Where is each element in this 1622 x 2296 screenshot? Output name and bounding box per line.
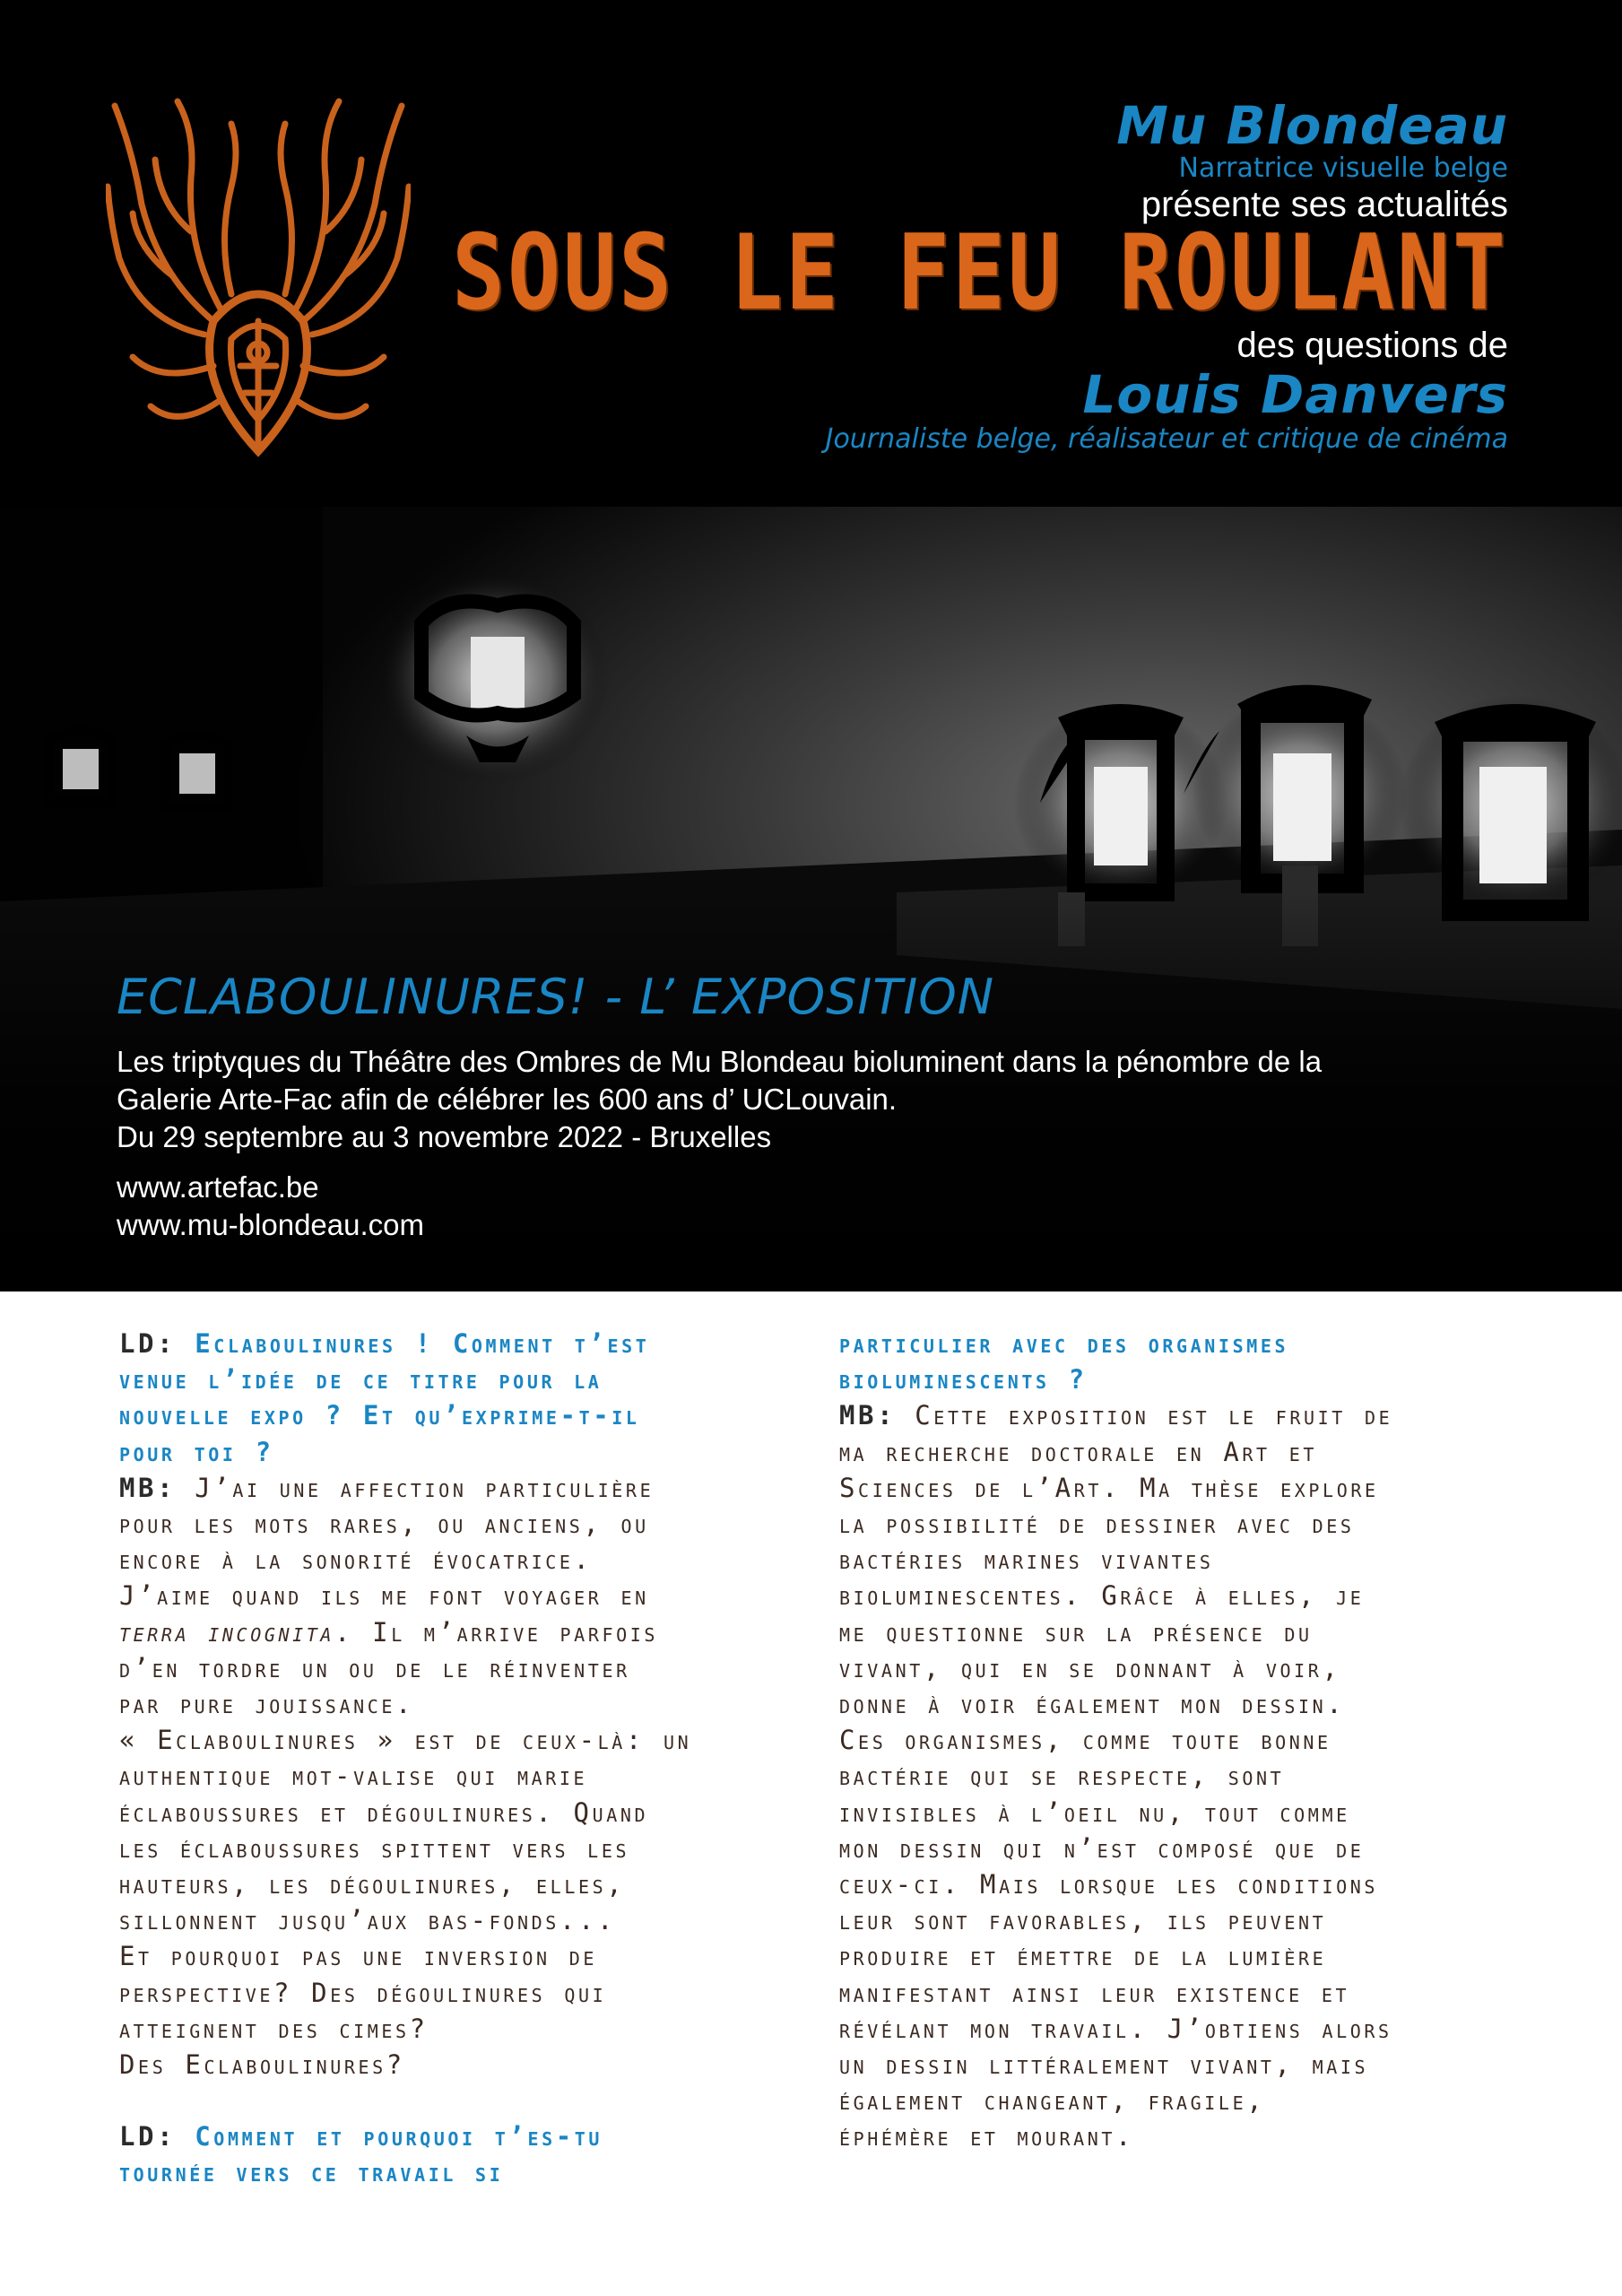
exhibition-links [117,1169,1551,1244]
answer-text: manifestant ainsi leur existence et [839,1977,1350,2008]
answer-text: hauteurs, les dégoulinures, elles, [119,1869,626,1900]
author-name: Mu Blondeau [1116,95,1508,156]
italic-term: terra incognita [119,1616,335,1648]
question-text: Eclaboulinures ! Comment t’est [195,1328,650,1359]
question-text: Comment et pourquoi t’es-tu [195,2121,603,2152]
question-text: nouvelle expo ? Et qu’exprime-t-il [119,1400,640,1431]
answer-text: bioluminescentes. Grâce à elles, je [839,1580,1365,1612]
header-text-block [432,95,1508,455]
answer-text: pour les mots rares, ou anciens, ou [119,1509,649,1540]
answer-text: par pure jouissance. [119,1689,415,1720]
exhibition-desc-line: Galerie Arte-Fac afin de célébrer les 600 ans d’ UCLouvain. [117,1082,898,1116]
answer-text: J’ai une affection particulière [195,1472,655,1503]
answer-text: un dessin littéralement vivant, mais [839,2049,1369,2081]
exhibition-dates: Du 29 septembre au 3 novembre 2022 - Bruxelles [117,1119,772,1153]
answer-text: donne à voir également mon dessin. [839,1689,1346,1720]
answer-text: vivant, qui en se donnant à voir, [839,1652,1341,1683]
answer-line [839,1397,1539,1433]
exhibition-title: ECLABOULINURES! - L’ EXPOSITION [117,969,995,1025]
answer-text: mon dessin qui n’est composé que de [839,1832,1365,1864]
question-text: tournée vers ce travail si [119,2157,504,2188]
answer-text: encore à la sonorité évocatrice. [119,1544,593,1576]
answer-text: atteignent des cimes? [119,2013,429,2044]
journalist-name: Louis Danvers [1082,364,1508,426]
flame-mask-logo [106,97,411,474]
header-banner [0,0,1622,507]
answer-text: ma recherche doctorale en Art et [839,1436,1318,1467]
answer-text: « Eclaboulinures » est de ceux-là: un [119,1725,692,1756]
speaker-label: LD: [119,2121,177,2152]
exhibition-info [117,969,1551,1244]
answer-text: perspective? Des dégoulinures qui [119,1977,607,2008]
answer-text: les éclaboussures spittent vers les [119,1832,630,1864]
answer-text: sillonnent jusqu’aux bas-fonds... [119,1905,617,1936]
question-text: particulier avec des organismes [839,1328,1289,1359]
answer-text: éphémère et mourant. [839,2121,1135,2152]
question-text: bioluminescents ? [839,1364,1088,1396]
answer-text: Des Eclaboulinures? [119,2049,405,2081]
answer-text: J’aime quand ils me font voyager en [119,1580,649,1612]
speaker-label: MB: [119,1472,177,1503]
answer-text: invisibles à l’oeil nu, tout comme [839,1796,1350,1828]
answer-text: bactérie qui se respecte, sont [839,1761,1285,1792]
answer-text: . Il m’arrive parfois [334,1616,659,1648]
answer-line [119,1614,819,1650]
question-text: venue l’idée de ce titre pour la [119,1364,603,1396]
answer-text: me questionne sur la présence du [839,1616,1313,1648]
exhibition-photo [0,507,1622,1292]
paragraph-gap [119,2083,819,2118]
interview-right-column [839,1326,1539,2155]
answer-text: bactéries marines vivantes [839,1544,1214,1576]
speaker-label: LD: [119,1328,177,1359]
answer-text: Ces organismes, comme toute bonne [839,1725,1331,1756]
author-role: Narratrice visuelle belge [1178,152,1508,184]
answer-text: authentique mot-valise qui marie [119,1761,588,1792]
question-text: pour toi ? [119,1436,274,1467]
mu-blondeau-link[interactable]: www.mu-blondeau.com [117,1207,424,1241]
main-title: SOUS LE FEU ROULANT [451,213,1508,335]
question-line [119,2118,819,2154]
speaker-label: MB: [839,1400,897,1431]
answer-text: d’en tordre un ou de le réinventer [119,1652,630,1683]
present-line: présente ses actualités [1141,185,1508,225]
exhibition-desc-line: Les triptyques du Théâtre des Ombres de Mu Blondeau bioluminent dans la pénombre de la [117,1045,1323,1078]
answer-text: éclaboussures et dégoulinures. Quand [119,1796,649,1828]
answer-text: la possibilité de dessiner avec des [839,1509,1355,1540]
artefac-link[interactable]: www.artefac.be [117,1170,319,1204]
answer-text: également changeant, fragile, [839,2085,1266,2117]
question-line [119,1326,819,1361]
answer-text: produire et émettre de la lumière [839,1941,1327,1972]
questions-of-line: des questions de [1236,326,1508,366]
answer-text: Cette exposition est le fruit de [915,1400,1393,1431]
answer-text: Et pourquoi pas une inversion de [119,1941,598,1972]
answer-text: Sciences de l’Art. Ma thèse explore [839,1472,1379,1503]
answer-text: leur sont favorables, ils peuvent [839,1905,1327,1936]
exhibition-description [117,1043,1551,1156]
answer-text: révélant mon travail. J’obtiens alors [839,2013,1392,2044]
interview-left-column [119,1326,819,2191]
answer-line [119,1470,819,1506]
answer-text: ceux-ci. Mais lorsque les conditions [839,1869,1379,1900]
journalist-role: Journaliste belge, réalisateur et critique de cinéma [825,422,1508,455]
